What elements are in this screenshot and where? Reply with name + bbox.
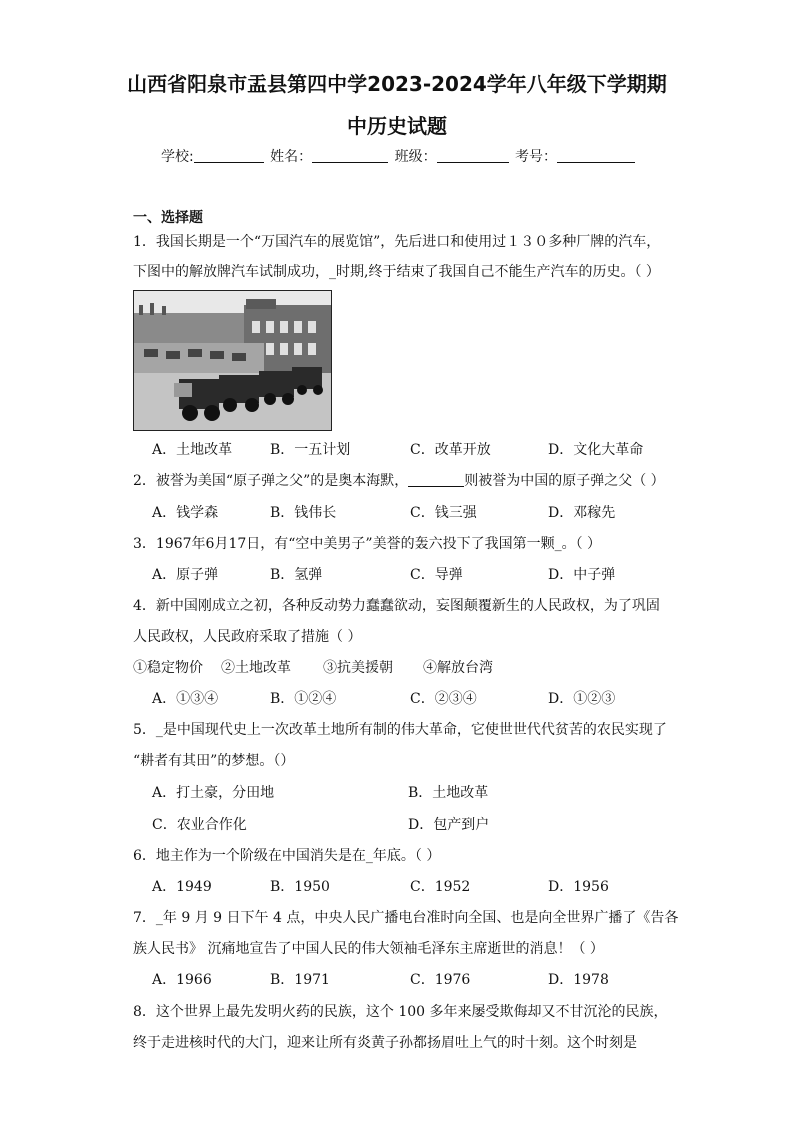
q5-option-a[interactable]: A．打土豪，分田地 [152,785,275,801]
q1-option-b[interactable]: B．一五计划 [270,442,351,458]
name-blank [312,148,388,163]
q5-option-d[interactable]: D．包产到户 [408,817,490,833]
q3-line: 3．1967年6月17日，有“空中美男子”美誉的轰六投下了我国第一颗_。（ ） [133,536,602,552]
school-label: 学校: [160,149,194,165]
exam-title-line2: 中历史试题 [347,114,447,138]
q8-line1: 8．这个世界上最先发明火药的民族，这个 100 多年来屡受欺侮却又不甘沉沦的民族， [133,1004,668,1020]
q2-option-b[interactable]: B．钱伟长 [270,505,337,521]
q3-option-a[interactable]: A．原子弹 [152,567,219,583]
q1-line1: 1．我国长期是一个“万国汽车的展览馆”，先后进口和使用过１３０多种厂牌的汽车， [133,234,661,250]
q7-line1: 7．_年 9 月 9 日下午 4 点，中央人民广播电台准时向全国、也是向全世界广播了《告各 [133,910,679,926]
q6-option-c[interactable]: C．1952 [410,879,471,895]
q7-option-c[interactable]: C．1976 [410,972,471,988]
q2-blank [408,472,464,487]
q1-option-a[interactable]: A．土地改革 [152,442,233,458]
q7-line2: 族人民书》 沉痛地宣告了中国人民的伟大领袖毛泽东主席逝世的消息！（ ） [133,941,604,957]
q5-line1: 5．_是中国现代史上一次改革土地所有制的伟大革命，它使世世代代贫苦的农民实现了 [133,722,667,738]
q7-option-b[interactable]: B．1971 [270,972,330,988]
section-heading: 一、选择题 [133,210,203,226]
exam-number-blank [557,148,635,163]
q3-option-d[interactable]: D．中子弹 [548,567,616,583]
q3-option-c[interactable]: C．导弹 [410,567,463,583]
q2-option-c[interactable]: C．钱三强 [410,505,477,521]
q2-option-d[interactable]: D．邓稼先 [548,505,616,521]
q7-option-d[interactable]: D．1978 [548,972,609,988]
q4-option-a[interactable]: A．①③④ [152,691,219,707]
school-blank [194,148,264,163]
q4-line1: 4．新中国刚成立之初，各种反动势力蠢蠢欲动，妄图颠覆新生的人民政权，为了巩固 [133,598,660,614]
q6-option-d[interactable]: D．1956 [548,879,609,895]
truck-factory-image [134,291,331,430]
q4-statement-3: ③抗美援朝 [323,660,393,676]
exam-number-label: 考号： [515,149,558,165]
q2-text-part1: 2．被誉为美国“原子弹之父”的是奥本海默， [133,473,409,489]
q1-option-c[interactable]: C．改革开放 [410,442,491,458]
exam-title-line1: 山西省阳泉市盂县第四中学2023-2024学年八年级下学期期 [127,72,667,96]
q4-statement-2: ②土地改革 [221,660,291,676]
q2-text-part2: 则被誉为中国的原子弹之父（ ） [464,473,665,489]
class-label: 班级： [394,149,437,165]
q2-line [133,471,665,491]
jiefang-truck-photo [133,290,332,431]
q4-statement-1: ①稳定物价 [133,660,203,676]
q6-line: 6．地主作为一个阶级在中国消失是在_年底。（ ） [133,848,441,864]
q4-option-d[interactable]: D．①②③ [548,691,616,707]
q4-option-c[interactable]: C．②③④ [410,691,477,707]
q5-option-c[interactable]: C．农业合作化 [152,817,247,833]
q4-statement-4: ④解放台湾 [423,660,493,676]
name-label: 姓名： [270,149,313,165]
q2-option-a[interactable]: A．钱学森 [152,505,219,521]
student-info-row [0,146,794,166]
q4-option-b[interactable]: B．①②④ [270,691,337,707]
q6-option-b[interactable]: B．1950 [270,879,330,895]
q1-option-d[interactable]: D．文化大革命 [548,442,644,458]
q8-line2: 终于走进核时代的大门，迎来让所有炎黄子孙都扬眉吐上气的时十刻。这个时刻是 [133,1035,637,1051]
q5-option-b[interactable]: B．土地改革 [408,785,489,801]
q4-line2: 人民政权，人民政府采取了措施（ ） [133,629,362,645]
q6-option-a[interactable]: A．1949 [152,879,212,895]
q5-line2: “耕者有其田”的梦想。（） [133,753,295,769]
class-blank [437,148,509,163]
q3-option-b[interactable]: B．氢弹 [270,567,323,583]
q1-line2: 下图中的解放牌汽车试制成功，_时期,终于结束了我国自己不能生产汽车的历史。（ ） [133,264,660,280]
q7-option-a[interactable]: A．1966 [152,972,212,988]
